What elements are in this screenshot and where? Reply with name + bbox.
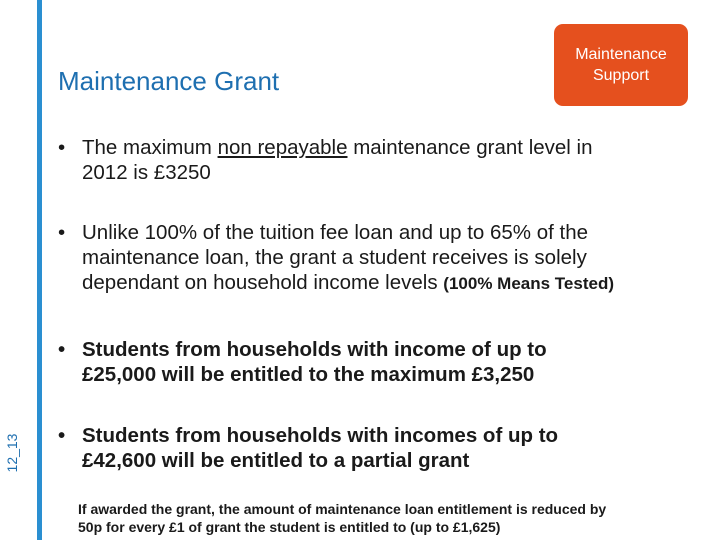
badge-line-1: Maintenance xyxy=(575,46,667,63)
means-tested-note: (100% Means Tested) xyxy=(443,274,614,293)
bullet-1-underlined: non repayable xyxy=(217,136,348,159)
badge-text xyxy=(566,44,676,86)
bullet-4-line-2: £42,600 will be entitled to a partial grant xyxy=(82,449,470,472)
bullet-income-dependent xyxy=(58,220,614,296)
badge-line-2: Support xyxy=(592,67,650,84)
bullet-2-line-3: dependant on household income levels xyxy=(82,271,444,294)
maintenance-support-badge xyxy=(554,24,688,106)
bullet-4-line-1: Students from households with incomes of up to xyxy=(82,424,559,447)
bullet-max-grant xyxy=(58,135,593,185)
bullet-2-line-2: maintenance loan, the grant a student receives is solely xyxy=(82,246,587,269)
bullet-marker: • xyxy=(58,221,66,244)
bullet-1-post: maintenance grant level in xyxy=(347,136,593,159)
bullet-1-line-2: 2012 is £3250 xyxy=(82,161,211,184)
note-line-1: If awarded the grant, the amount of maintenance loan entitlement is reduced by xyxy=(78,501,607,517)
bullet-3-line-1: Students from households with income of up to xyxy=(82,338,547,361)
bullet-marker: • xyxy=(58,338,66,361)
slide-code-label: 12_13 xyxy=(4,433,20,473)
bullet-3-line-2: £25,000 will be entitled to the maximum £3,250 xyxy=(82,363,535,386)
slide-title: Maintenance Grant xyxy=(58,66,280,96)
bullet-2-line-1: Unlike 100% of the tuition fee loan and up to 65% of the xyxy=(82,221,589,244)
side-accent-bar xyxy=(37,0,42,540)
bullet-partial-grant xyxy=(58,423,558,473)
loan-reduction-note xyxy=(78,500,606,536)
bullet-marker: • xyxy=(58,136,66,159)
bullet-1-pre: The maximum xyxy=(82,136,218,159)
bullet-marker: • xyxy=(58,424,66,447)
note-line-2: 50p for every £1 of grant the student is entitled to (up to £1,625) xyxy=(78,519,501,535)
bullet-full-grant xyxy=(58,337,547,387)
